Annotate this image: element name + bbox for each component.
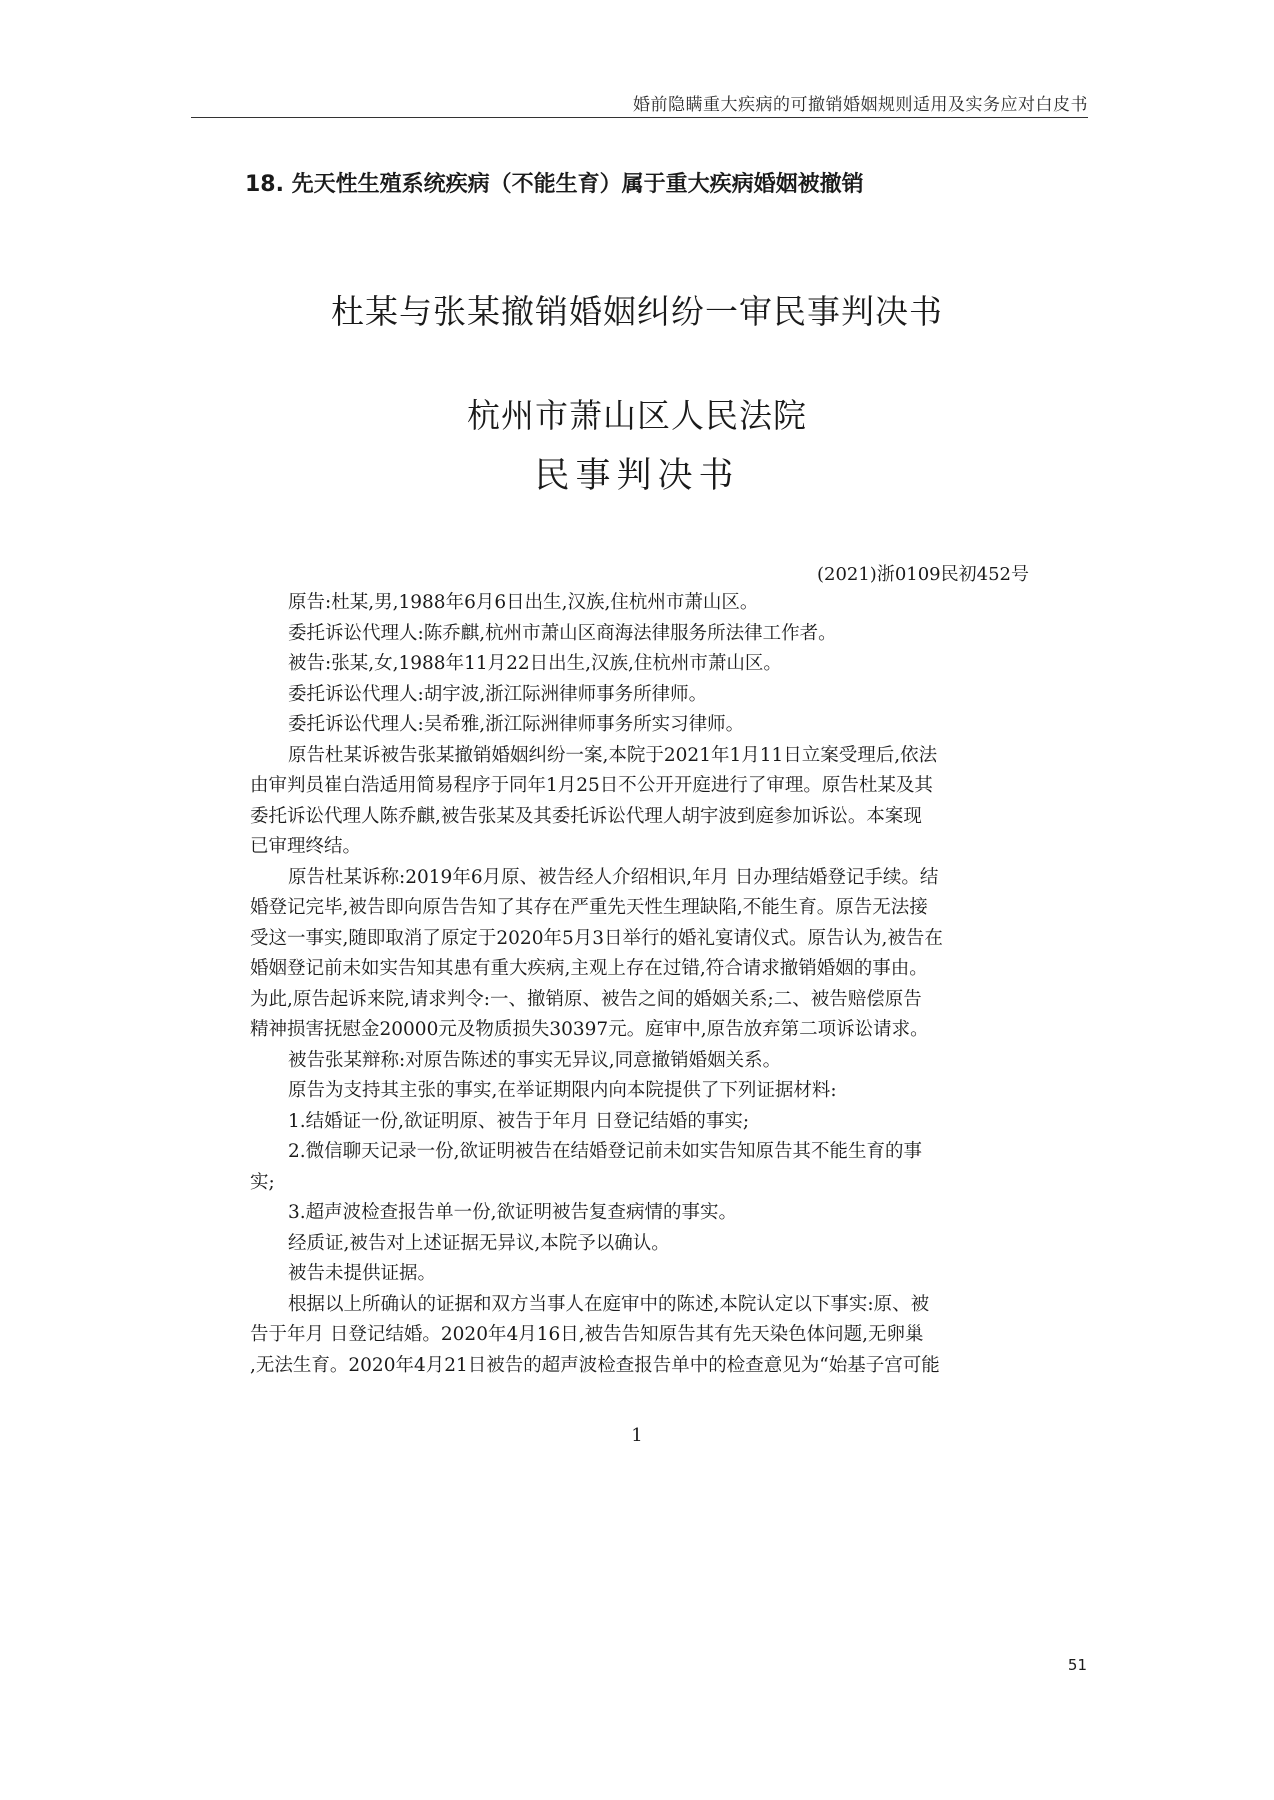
body-line: 精神损害抚慰金20000元及物质损失30397元。庭审中,原告放弃第二项诉讼请求。	[250, 1019, 929, 1040]
body-line: 被告:张某,女,1988年11月22日出生,汉族,住杭州市萧山区。	[288, 653, 782, 674]
body-line: 告于年月 日登记结婚。2020年4月16日,被告告知原告其有先天染色体问题,无卵巢	[250, 1324, 924, 1345]
body-line: 原告杜某诉被告张某撤销婚姻纠纷一案,本院于2021年1月11日立案受理后,依法	[288, 744, 938, 766]
body-line: 委托诉讼代理人:吴希雅,浙江际洲律师事务所实习律师。	[288, 714, 745, 735]
judgment-body	[250, 588, 1020, 1381]
outer-page-number: 51	[1067, 1656, 1087, 1674]
body-line: 经质证,被告对上述证据无异议,本院予以确认。	[288, 1232, 670, 1254]
body-line: 1.结婚证一份,欲证明原、被告于年月 日登记结婚的事实;	[288, 1110, 750, 1132]
body-line: 委托诉讼代理人:陈乔麒,杭州市萧山区商海法律服务所法律工作者。	[288, 622, 837, 644]
body-line: 原告为支持其主张的事实,在举证期限内向本院提供了下列证据材料:	[288, 1080, 837, 1101]
body-line: 原告杜某诉称:2019年6月原、被告经人介绍相识,年月 日办理结婚登记手续。结	[288, 866, 939, 888]
body-line: 委托诉讼代理人:胡宇波,浙江际洲律师事务所律师。	[288, 683, 708, 705]
body-line: 3.超声波检查报告单一份,欲证明被告复查病情的事实。	[288, 1202, 738, 1223]
body-line: 根据以上所确认的证据和双方当事人在庭审中的陈述,本院认定以下事实:原、被	[288, 1293, 930, 1315]
document-title: 杜某与张某撤销婚姻纠纷一审民事判决书	[331, 292, 943, 331]
body-line: 受这一事实,随即取消了原定于2020年5月3日举行的婚礼宴请仪式。原告认为,被告在	[250, 927, 943, 949]
body-line: 被告未提供证据。	[288, 1263, 437, 1284]
body-line: 婚姻登记前未如实告知其患有重大疾病,主观上存在过错,符合请求撤销婚姻的事由。	[250, 958, 928, 979]
court-name: 杭州市萧山区人民法院	[467, 396, 807, 435]
body-line: 被告张某辩称:对原告陈述的事实无异议,同意撤销婚姻关系。	[288, 1049, 782, 1071]
body-line: 由审判员崔白浩适用简易程序于同年1月25日不公开开庭进行了审理。原告杜某及其	[250, 775, 933, 796]
body-line: 2.微信聊天记录一份,欲证明被告在结婚登记前未如实告知原告其不能生育的事	[288, 1141, 923, 1162]
body-line: 原告:杜某,男,1988年6月6日出生,汉族,住杭州市萧山区。	[288, 592, 759, 613]
inner-page-number: 1	[631, 1425, 643, 1446]
body-line: 实;	[250, 1171, 275, 1193]
header-divider	[191, 117, 1088, 118]
body-line: ,无法生育。2020年4月21日被告的超声波检查报告单中的检查意见为“始基子宫可能	[250, 1354, 940, 1376]
case-number: (2021)浙0109民初452号	[816, 564, 1029, 585]
body-line: 婚登记完毕,被告即向原告告知了其存在严重先天性生理缺陷,不能生育。原告无法接	[250, 897, 928, 918]
section-heading: 18. 先天性生殖系统疾病（不能生育）属于重大疾病婚姻被撤销	[245, 172, 864, 197]
body-line: 为此,原告起诉来院,请求判令:一、撤销原、被告之间的婚姻关系;二、被告赔偿原告	[250, 988, 922, 1010]
body-line: 已审理终结。	[250, 836, 362, 857]
body-line: 委托诉讼代理人陈乔麒,被告张某及其委托诉讼代理人胡宇波到庭参加诉讼。本案现	[250, 805, 922, 827]
running-header: 婚前隐瞒重大疾病的可撤销婚姻规则适用及实务应对白皮书	[633, 95, 1088, 115]
document-type: 民事判决书	[534, 456, 740, 496]
